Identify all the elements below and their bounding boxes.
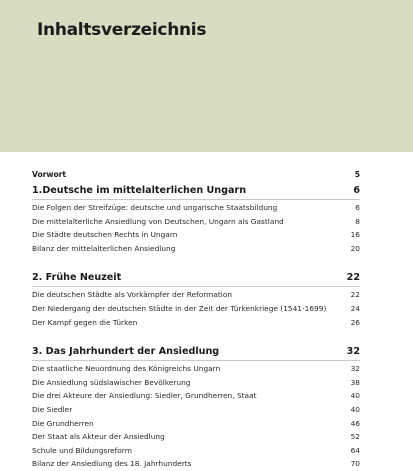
toc-entry-label: Die mittelalterliche Ansiedlung von Deutschen, Ungarn als Gastland	[32, 216, 284, 226]
toc-entry-label: Bilanz der Ansiedlung des 18. Jahrhunderts	[32, 459, 192, 469]
toc-entry-label: Bilanz der mittelalterlichen Ansiedlung	[32, 243, 176, 253]
toc-entry-page: 52	[350, 432, 360, 442]
toc-chapter-page: 22	[346, 272, 360, 284]
toc-entry-page: 64	[350, 445, 360, 455]
page-title: Inhaltsverzeichnis	[37, 20, 207, 40]
toc-entry-page: 8	[355, 216, 360, 226]
toc-entry-page: 32	[350, 364, 360, 374]
toc-entry-page: 24	[350, 303, 360, 313]
toc-entry-label: Die Städte deutschen Rechts in Ungarn	[32, 230, 178, 240]
toc-entry-page: 22	[350, 290, 360, 300]
toc-entry-label: Die deutschen Städte als Vorkämpfer der Reformation	[32, 290, 233, 300]
toc-preface-page: 5	[354, 170, 360, 179]
toc-entry-label: Der Niedergang der deutschen Städte in der Zeit der Türkenkriege (1541-1699)	[32, 303, 327, 313]
toc-entry-page: 6	[355, 203, 360, 212]
toc-chapter-3[interactable]	[32, 343, 360, 361]
toc-entry[interactable]	[32, 302, 360, 316]
toc-entry[interactable]	[32, 430, 360, 444]
toc-entry-label: Schule und Bildungsreform	[32, 445, 132, 455]
toc-entry-label: Die Siedler	[32, 404, 73, 414]
toc-entry[interactable]	[32, 444, 360, 458]
toc-entry[interactable]	[32, 201, 360, 215]
toc-entry[interactable]	[32, 316, 360, 330]
toc-preface-label: Vorwort	[32, 170, 67, 179]
toc-entry[interactable]	[32, 242, 360, 256]
toc-entry[interactable]	[32, 403, 360, 417]
toc-entry-label: Die Grundherren	[32, 418, 94, 428]
toc-entry-page: 40	[350, 404, 360, 414]
toc-entry-label: Die Ansiedlung südslawischer Bevölkerung	[32, 377, 191, 387]
toc-chapter-page: 6	[353, 185, 360, 196]
toc-entry-label: Die Folgen der Streifzüge: deutsche und ungarische Staatsbildung	[32, 203, 278, 212]
toc-entry[interactable]	[32, 215, 360, 229]
toc-entry[interactable]	[32, 417, 360, 431]
toc-entry-page: 38	[350, 377, 360, 387]
toc-chapter-page: 32	[346, 346, 360, 358]
toc-chapter-label: 3. Das Jahrhundert der Ansiedlung	[32, 346, 220, 358]
toc-entry-page: 70	[350, 459, 360, 469]
toc-chapter-label: 1.Deutsche im mittelalterlichen Ungarn	[32, 185, 247, 196]
section-gap	[32, 329, 360, 343]
toc-entry-label: Der Kampf gegen die Türken	[32, 317, 138, 327]
toc-entry[interactable]	[32, 228, 360, 242]
table-of-contents	[32, 168, 360, 471]
toc-entry-page: 26	[350, 317, 360, 327]
toc-entry-label: Die drei Akteure der Ansiedlung: Siedler, Grundherren, Staat	[32, 391, 257, 401]
toc-entry[interactable]	[32, 389, 360, 403]
toc-entry-label: Die staatliche Neuordnung des Königreichs Ungarn	[32, 364, 221, 374]
toc-chapter-2[interactable]	[32, 269, 360, 287]
toc-entry-page: 40	[350, 391, 360, 401]
section-gap	[32, 255, 360, 269]
toc-entry[interactable]	[32, 376, 360, 390]
toc-entry[interactable]	[32, 362, 360, 376]
toc-entry-page: 20	[350, 243, 360, 253]
toc-preface[interactable]	[32, 168, 360, 182]
toc-entry[interactable]	[32, 457, 360, 471]
toc-chapter-1[interactable]	[32, 182, 360, 200]
toc-entry-page: 46	[350, 418, 360, 428]
toc-chapter-label: 2. Frühe Neuzeit	[32, 272, 122, 284]
toc-entry-page: 16	[350, 230, 360, 240]
toc-entry[interactable]	[32, 288, 360, 302]
toc-entry-label: Der Staat als Akteur der Ansiedlung	[32, 432, 165, 442]
